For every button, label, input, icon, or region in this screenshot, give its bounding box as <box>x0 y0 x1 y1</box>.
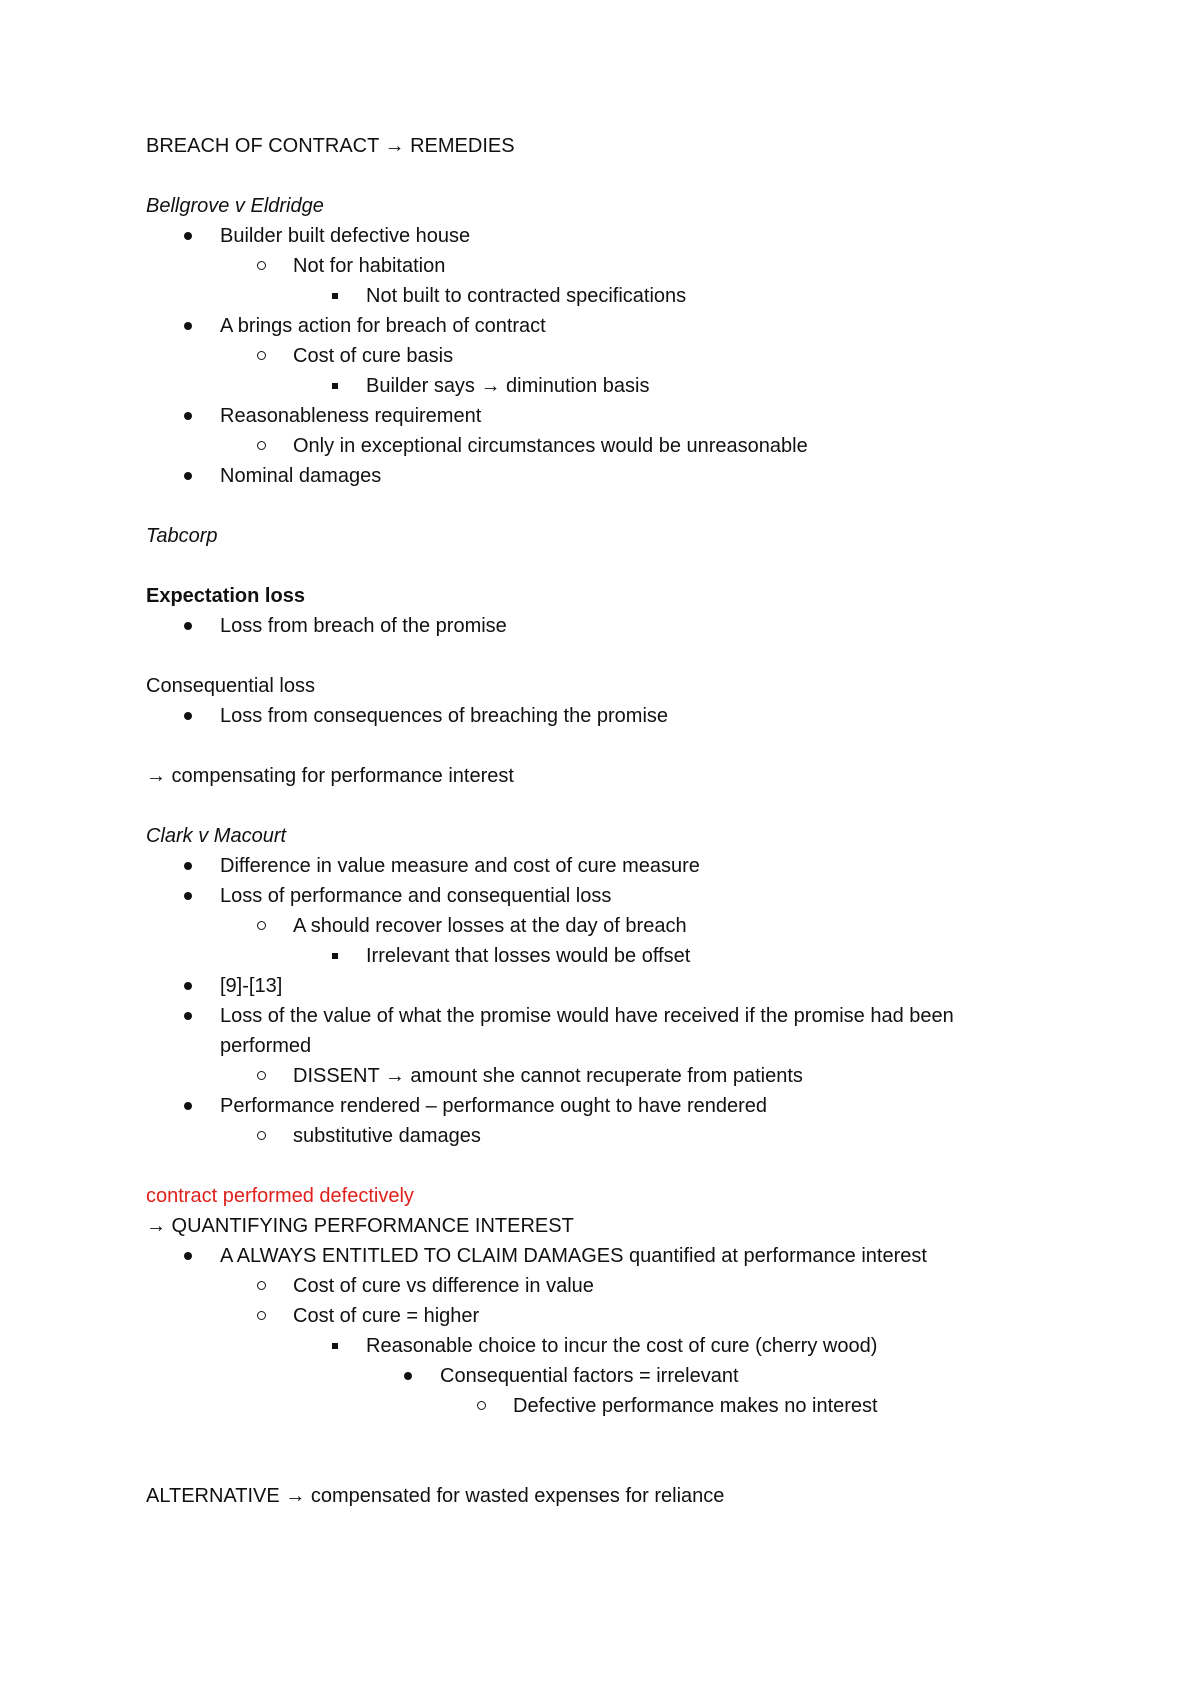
section-line <box>0 521 1200 551</box>
list-item <box>0 701 1200 731</box>
section-line <box>0 761 1200 791</box>
line-text: Loss of performance and consequential loss <box>220 885 612 907</box>
line-text: Consequential factors = irrelevant <box>440 1365 739 1387</box>
list-item <box>0 851 1200 881</box>
list-item <box>0 401 1200 431</box>
line-text: Builder says → diminution basis <box>366 375 650 397</box>
line-text: Nominal damages <box>220 465 382 487</box>
section-line <box>0 1481 1200 1511</box>
list-item <box>0 1361 1200 1391</box>
list-item <box>0 461 1200 491</box>
list-item <box>0 1301 1200 1331</box>
line-text: A should recover losses at the day of breach <box>293 915 687 937</box>
line-text: Cost of cure = higher <box>293 1305 480 1327</box>
line-text: Expectation loss <box>146 585 305 607</box>
line-text: Loss from breach of the promise <box>220 615 507 637</box>
list-item <box>0 611 1200 641</box>
list-item <box>0 941 1200 971</box>
list-item <box>0 281 1200 311</box>
line-text: substitutive damages <box>293 1125 481 1147</box>
list-item <box>0 1001 1200 1031</box>
line-text: DISSENT → amount she cannot recuperate from patients <box>293 1065 803 1087</box>
line-text: Bellgrove v Eldridge <box>146 195 324 217</box>
list-item <box>0 1241 1200 1271</box>
line-text: A brings action for breach of contract <box>220 315 546 337</box>
line-text: Cost of cure vs difference in value <box>293 1275 594 1297</box>
list-item <box>0 371 1200 401</box>
line-text: [9]-[13] <box>220 975 283 997</box>
section-line <box>0 1181 1200 1211</box>
section-line <box>0 191 1200 221</box>
line-text: BREACH OF CONTRACT → REMEDIES <box>146 135 515 157</box>
line-text: → QUANTIFYING PERFORMANCE INTEREST <box>146 1215 574 1237</box>
list-item <box>0 251 1200 281</box>
line-text: A ALWAYS ENTITLED TO CLAIM DAMAGES quantified at performance interest <box>220 1245 927 1267</box>
line-text: Cost of cure basis <box>293 345 454 367</box>
line-text: performed <box>220 1035 312 1057</box>
line-text: Difference in value measure and cost of cure measure <box>220 855 700 877</box>
list-item <box>0 1331 1200 1361</box>
list-item <box>0 431 1200 461</box>
line-text: contract performed defectively <box>146 1185 414 1207</box>
line-text: Loss from consequences of breaching the promise <box>220 705 669 727</box>
line-text: Consequential loss <box>146 675 315 697</box>
section-line <box>0 671 1200 701</box>
line-text: Irrelevant that losses would be offset <box>366 945 691 967</box>
line-text: Clark v Macourt <box>146 825 287 847</box>
list-item <box>0 1061 1200 1091</box>
line-text: Builder built defective house <box>220 225 471 247</box>
line-text: Not for habitation <box>293 255 446 277</box>
list-item <box>0 311 1200 341</box>
list-item <box>0 1391 1200 1421</box>
line-text: Only in exceptional circumstances would be unreasonable <box>293 435 808 457</box>
list-item <box>0 911 1200 941</box>
page-title <box>0 131 1200 161</box>
section-line <box>0 581 1200 611</box>
line-text: Defective performance makes no interest <box>513 1395 878 1417</box>
line-text: Not built to contracted specifications <box>366 285 687 307</box>
line-text: Performance rendered – performance ought to have rendered <box>220 1095 768 1117</box>
list-item <box>0 1121 1200 1151</box>
list-item <box>0 221 1200 251</box>
line-text: Loss of the value of what the promise would have received if the promise had been <box>220 1005 954 1027</box>
line-text: Reasonableness requirement <box>220 405 482 427</box>
line-text: Tabcorp <box>146 525 218 547</box>
list-item <box>0 881 1200 911</box>
list-item <box>0 1031 1200 1061</box>
section-line <box>0 821 1200 851</box>
list-item <box>0 1091 1200 1121</box>
list-item <box>0 341 1200 371</box>
section-line <box>0 1211 1200 1241</box>
line-text: → compensating for performance interest <box>146 765 514 787</box>
list-item <box>0 1271 1200 1301</box>
line-text: Reasonable choice to incur the cost of cure (cherry wood) <box>366 1335 878 1357</box>
line-text: ALTERNATIVE → compensated for wasted expenses for reliance <box>146 1485 725 1507</box>
list-item <box>0 971 1200 1001</box>
